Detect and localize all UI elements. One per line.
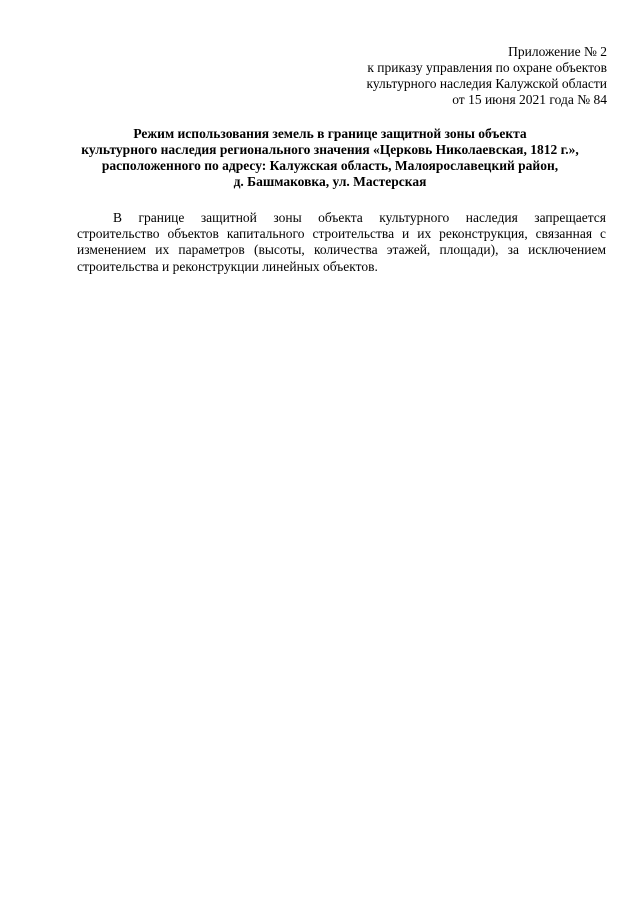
body-line-3: изменением их параметров (высоты, количества этажей, площади), за исключением <box>77 242 606 258</box>
order-authority-line: культурного наследия Калужской области <box>366 76 607 91</box>
title-line-3: расположенного по адресу: Калужская область, Малоярославецкий район, <box>101 158 559 173</box>
document-title <box>70 126 590 190</box>
body-line-2: строительство объектов капитального строительства и их реконструкция, связанная с <box>77 226 606 242</box>
appendix-number: Приложение № 2 <box>508 44 607 59</box>
title-line-1: Режим использования земель в границе защитной зоны объекта <box>133 126 527 141</box>
appendix-header <box>366 44 607 108</box>
title-line-2: культурного наследия регионального значения «Церковь Николаевская, 1812 г.», <box>81 142 579 157</box>
order-date-line: от 15 июня 2021 года № 84 <box>452 92 607 107</box>
body-paragraph <box>77 210 606 275</box>
title-line-4: д. Башмаковка, ул. Мастерская <box>233 174 427 189</box>
body-line-1: В границе защитной зоны объекта культурного наследия запрещается <box>113 210 606 225</box>
body-line-4: строительства и реконструкции линейных объектов. <box>77 258 378 274</box>
order-reference-line: к приказу управления по охране объектов <box>367 60 607 75</box>
